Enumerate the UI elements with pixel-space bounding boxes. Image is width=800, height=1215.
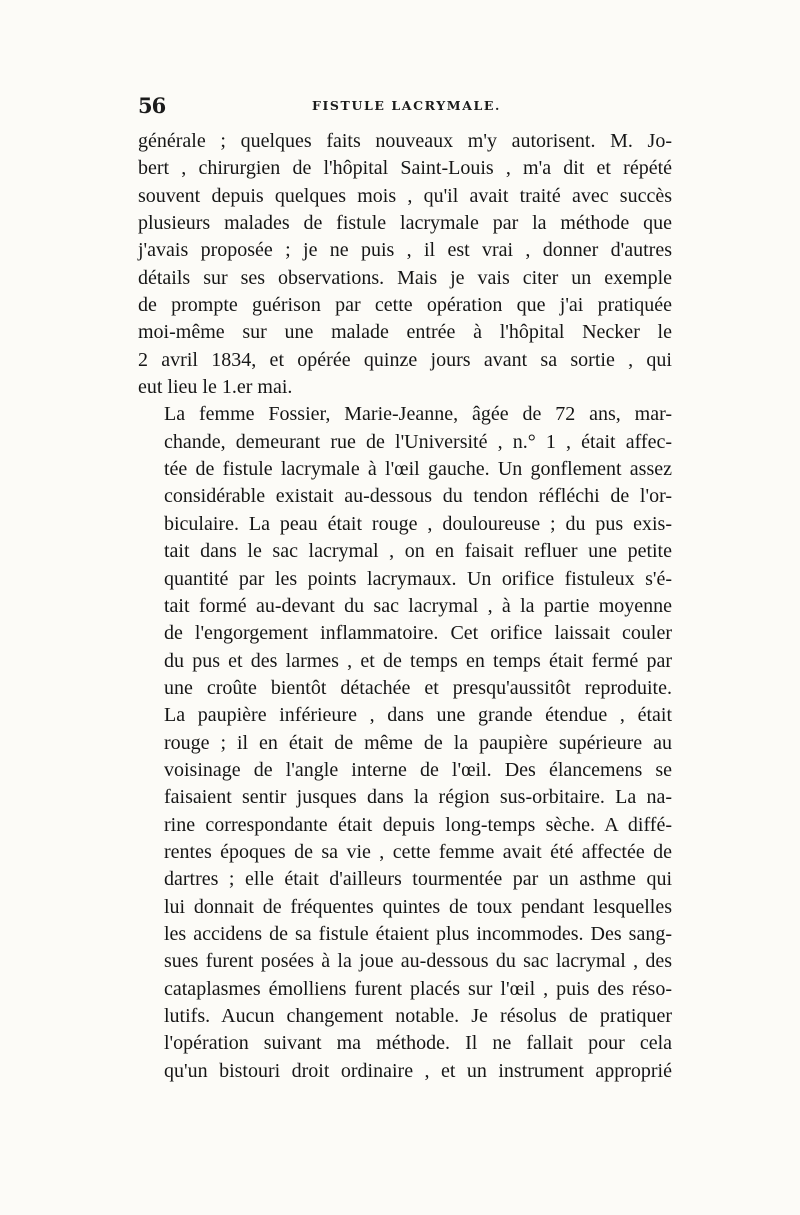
paragraph-2 xyxy=(138,401,672,1085)
page-header xyxy=(138,93,672,123)
paragraph-1 xyxy=(138,128,672,401)
text-line: moi-même sur une malade entrée à l'hôpital Necker le xyxy=(138,321,672,344)
text-line: considérable existait au-dessous du tendon réfléchi de l'or- xyxy=(164,485,672,508)
text-line: eut lieu le 1.er mai. xyxy=(138,376,293,399)
page-number: 56 xyxy=(138,93,166,118)
text-line: tait formé au-devant du sac lacrymal , à la partie moyenne xyxy=(164,594,672,617)
text-line: de l'engorgement inflammatoire. Cet orifice laissait couler xyxy=(164,622,672,645)
text-line: rentes époques de sa vie , cette femme avait été affectée de xyxy=(164,840,672,863)
text-line: cataplasmes émolliens furent placés sur l'œil , puis des réso- xyxy=(164,977,672,1000)
text-line: souvent depuis quelques mois , qu'il avait traité avec succès xyxy=(138,184,672,207)
text-line: lui donnait de fréquentes quintes de toux pendant lesquelles xyxy=(164,895,672,918)
text-line: plusieurs malades de fistule lacrymale par la méthode que xyxy=(138,212,672,235)
text-line: La femme Fossier, Marie-Jeanne, âgée de 72 ans, mar- xyxy=(164,403,672,426)
text-line: bert , chirurgien de l'hôpital Saint-Louis , m'a dit et répété xyxy=(138,157,672,180)
text-line: La paupière inférieure , dans une grande étendue , était xyxy=(164,704,672,727)
text-line: qu'un bistouri droit ordinaire , et un instrument approprié xyxy=(164,1059,672,1082)
text-line: j'avais proposée ; je ne puis , il est vrai , donner d'autres xyxy=(138,239,672,262)
text-line: sues furent posées à la joue au-dessous du sac lacrymal , des xyxy=(164,950,672,973)
text-line: une croûte bientôt détachée et presqu'aussitôt reproduite. xyxy=(164,676,672,699)
text-line: dartres ; elle était d'ailleurs tourmentée par un asthme qui xyxy=(164,868,672,891)
text-line: biculaire. La peau était rouge , douloureuse ; du pus exis- xyxy=(164,512,672,535)
text-line: lutifs. Aucun changement notable. Je résolus de pratiquer xyxy=(164,1005,672,1027)
text-line: tait dans le sac lacrymal , on en faisait refluer une petite xyxy=(164,540,672,563)
text-line: de prompte guérison par cette opération que j'ai pratiquée xyxy=(138,294,672,317)
text-line: rouge ; il en était de même de la paupière supérieure au xyxy=(164,731,672,754)
text-line: rine correspondante était depuis long-temps sèche. A diffé- xyxy=(164,813,672,836)
body-text xyxy=(138,128,672,1085)
text-line: les accidens de sa fistule étaient plus incommodes. Des sang- xyxy=(164,922,672,945)
text-line: tée de fistule lacrymale à l'œil gauche. Un gonflement assez xyxy=(164,458,672,481)
text-line: chande, demeurant rue de l'Université , n.° 1 , était affec- xyxy=(164,430,672,453)
text-line: voisinage de l'angle interne de l'œil. Des élancemens se xyxy=(164,758,672,781)
running-title: FISTULE LACRYMALE. xyxy=(312,98,501,113)
text-line: faisaient sentir jusques dans la région sus-orbitaire. La na- xyxy=(164,786,672,809)
text-line: du pus et des larmes , et de temps en temps était fermé par xyxy=(164,649,672,672)
text-line: quantité par les points lacrymaux. Un orifice fistuleux s'é- xyxy=(164,567,672,590)
text-line: générale ; quelques faits nouveaux m'y autorisent. M. Jo- xyxy=(138,130,672,152)
text-line: l'opération suivant ma méthode. Il ne fallait pour cela xyxy=(164,1032,672,1055)
text-line: 2 avril 1834, et opérée quinze jours avant sa sortie , qui xyxy=(138,348,672,371)
text-line: détails sur ses observations. Mais je vais citer un exemple xyxy=(138,266,672,289)
